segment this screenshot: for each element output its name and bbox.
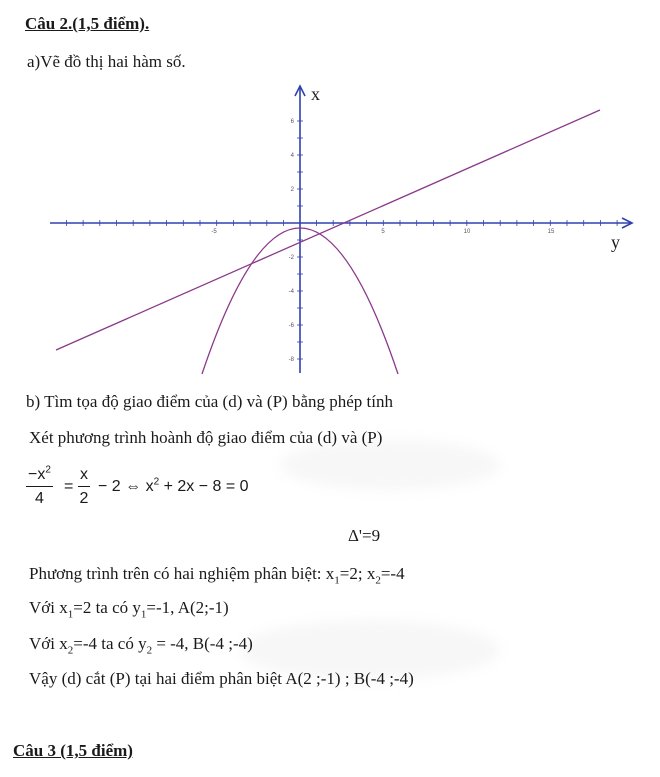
fraction-lhs: $\frac{-x^2}{4}$ (28, 464, 51, 507)
equals-sign: = (64, 478, 74, 495)
question-2-title: Câu 2.(1,5 điểm). (25, 14, 150, 33)
point-a-text: Với $x_1=2$ ta có $y_1=-1$, A(2;-1) (29, 598, 229, 621)
h-tick-label: 15 (547, 229, 555, 235)
part-a-text: a)Vẽ đồ thị hai hàm số. (27, 52, 186, 71)
point-b-text: Với $x_2=-4$ ta có $y_2 = -4$, B(-4 ;-4) (29, 634, 253, 657)
question-3-title: Câu 3 (1,5 điểm) (13, 741, 133, 760)
h-tick-label: -5 (211, 229, 217, 235)
v-tick-label: -6 (288, 323, 294, 329)
v-tick-label: -4 (288, 289, 294, 295)
v-tick-label: 2 (290, 187, 294, 193)
vertical-axis-name: x (311, 84, 320, 104)
equation-rest: − 2 ⇔ $x^2 + 2x - 8 = 0$ (98, 476, 249, 495)
v-tick-label: 4 (290, 153, 294, 159)
conclusion-text: Vậy (d) cắt (P) tại hai điểm phân biệt A(2 ;-1) ; B(-4 ;-4) (29, 669, 414, 688)
function-graph (40, 78, 640, 388)
horizontal-axis-name: y (611, 232, 620, 252)
v-tick-label: 6 (290, 119, 294, 125)
roots-text: Phương trình trên có hai nghiệm phân biệt: $x_1=2$; $x_2=-4$ (29, 564, 405, 587)
fraction-rhs: $\frac{x}{2}$ (79, 466, 89, 507)
consider-equation-text: Xét phương trình hoành độ giao điểm của (d) và (P) (29, 428, 383, 447)
h-tick-label: 5 (381, 229, 385, 235)
h-tick-label: 10 (463, 229, 471, 235)
v-tick-label: -8 (288, 357, 294, 363)
part-b-text: b) Tìm tọa độ giao điểm của (d) và (P) bằng phép tính (26, 392, 393, 411)
line-d (56, 110, 600, 350)
v-tick-label: -2 (288, 255, 294, 261)
delta-value: Δ'=9 (348, 526, 381, 545)
